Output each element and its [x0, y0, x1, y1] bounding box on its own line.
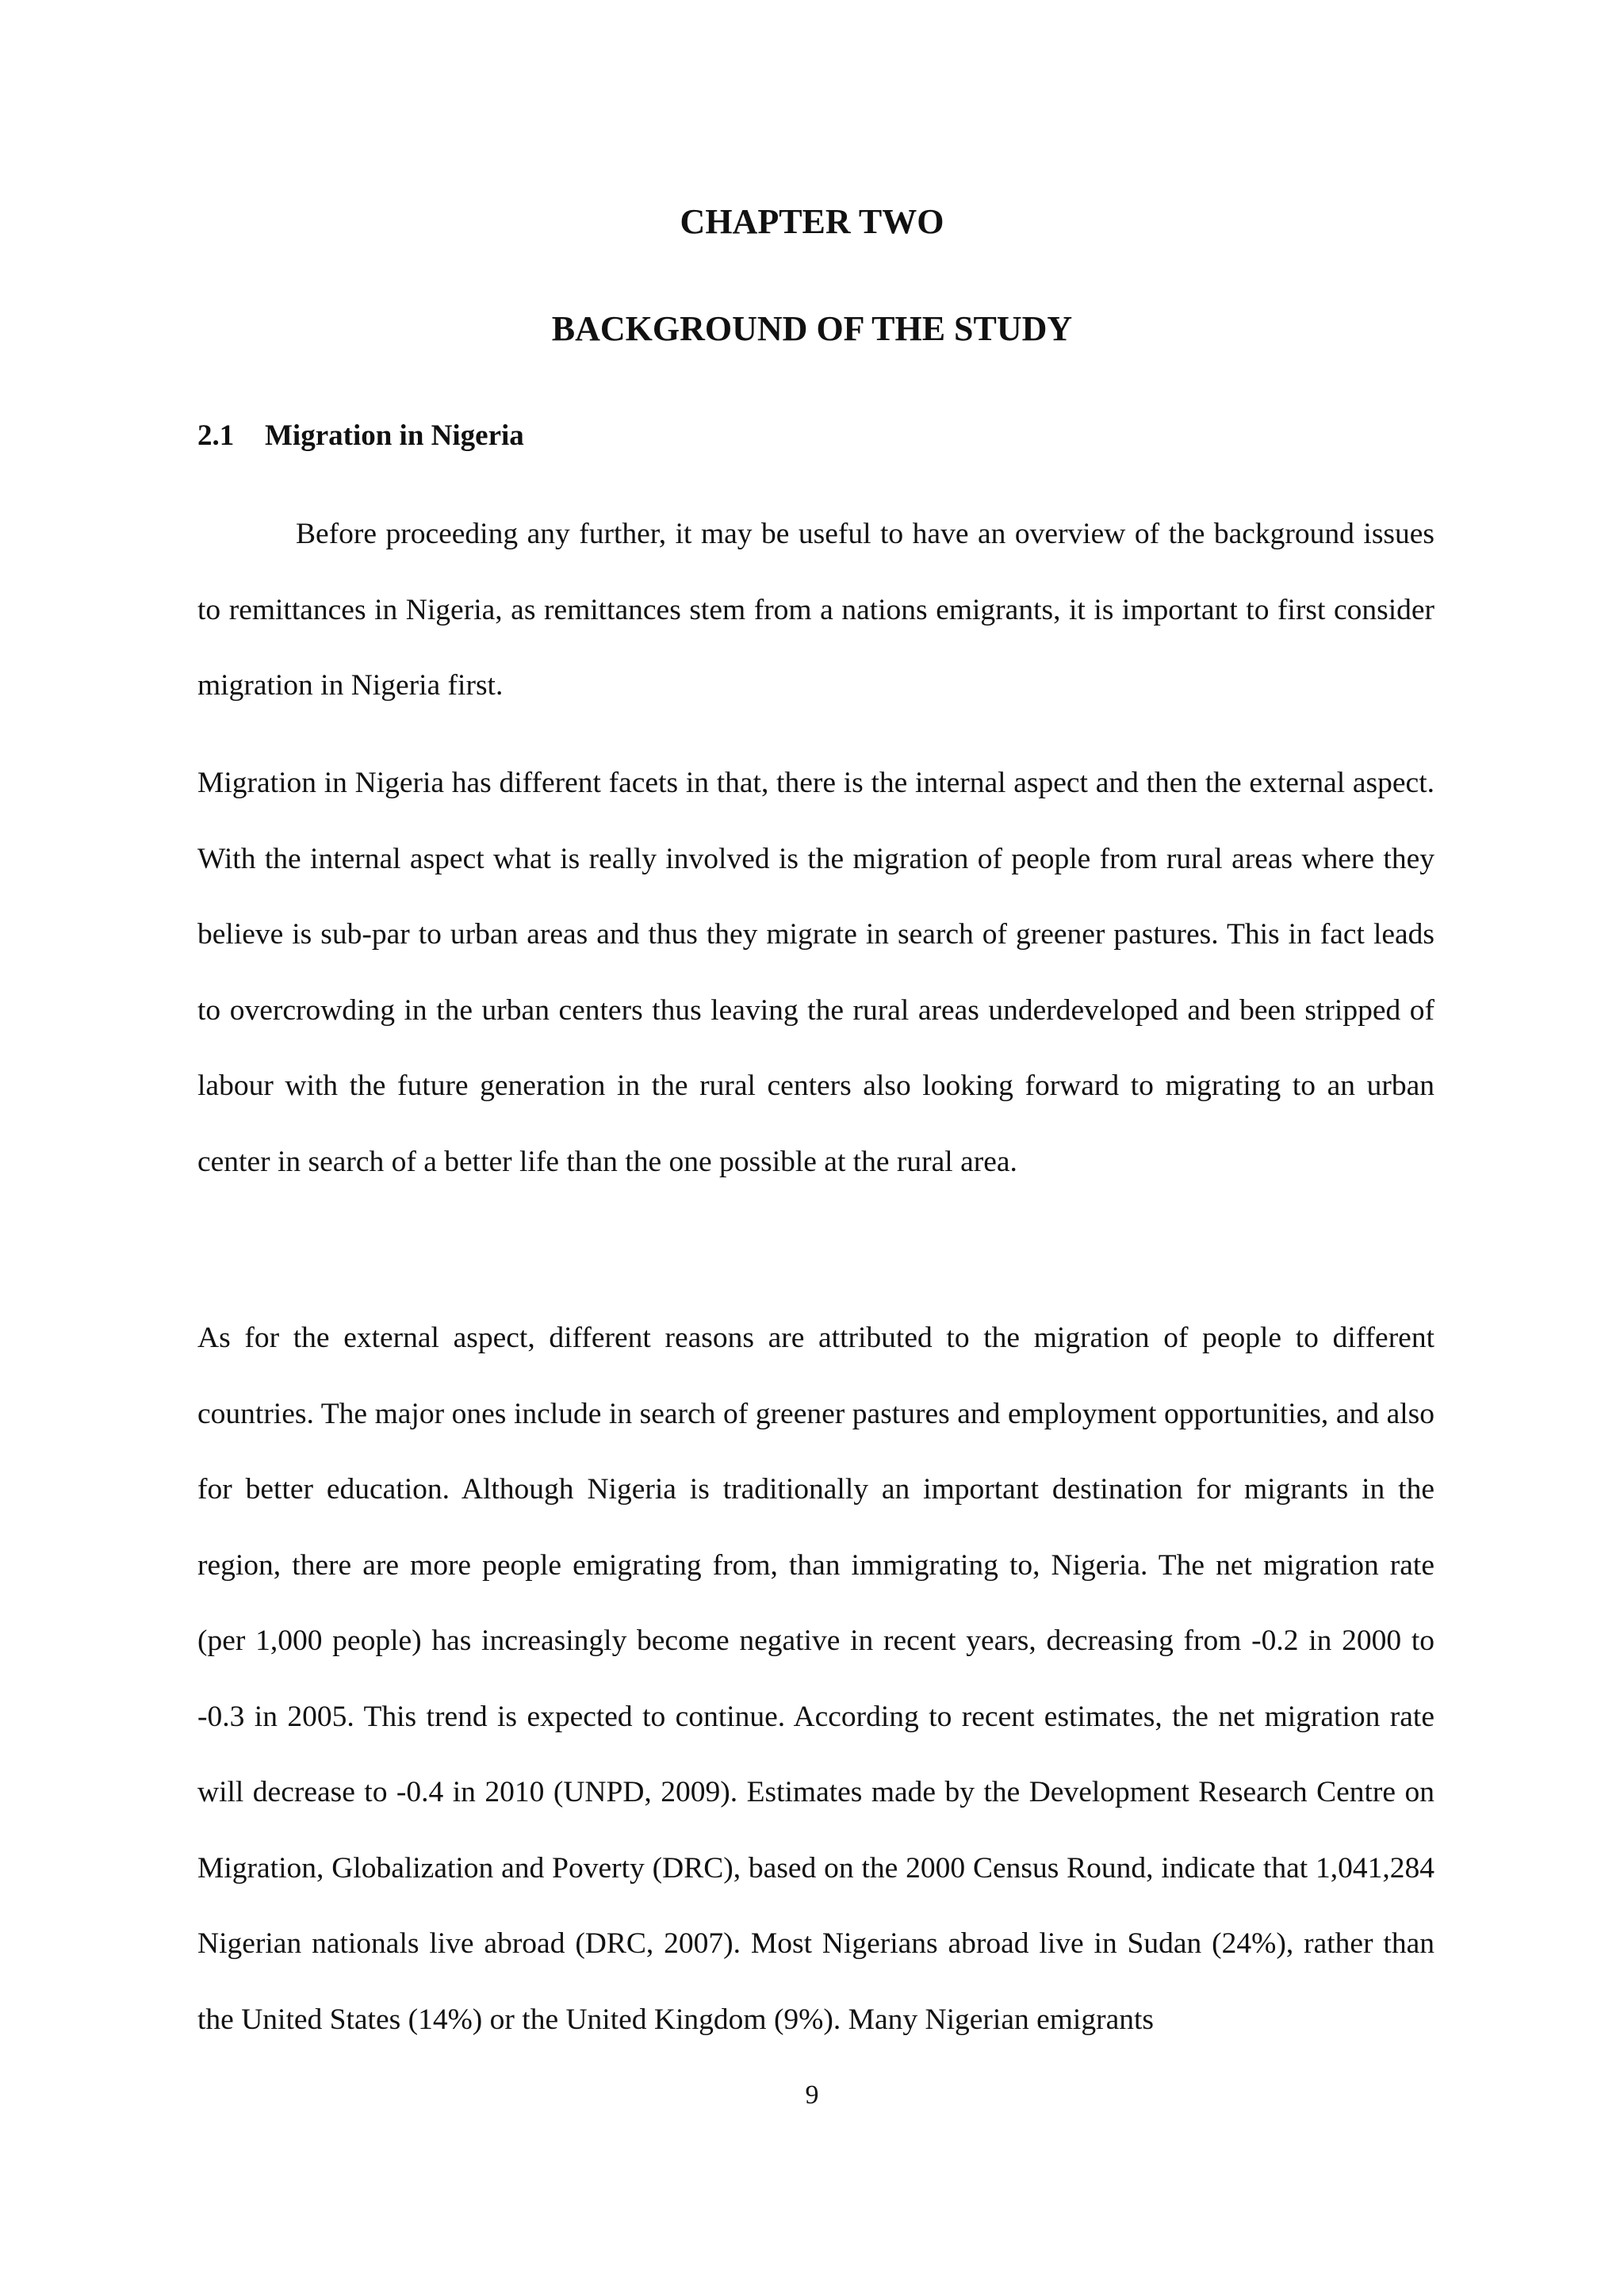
- section-title: Migration in Nigeria: [265, 419, 524, 452]
- chapter-title: CHAPTER TWO: [680, 202, 944, 241]
- paragraph-internal-migration: Migration in Nigeria has different facets in that, there is the internal aspect and then the external aspect. With the internal aspect what is really involved is the migration of people from rural areas where they believe is sub-par to urban areas and thus they migrate in search of greener pastures. This in fact leads to overcrowding in the urban centers thus leaving the rural areas underdeveloped and been stripped of labour with the future generation in the rural centers also looking forward to migrating to an urban center in search of a better life than the one possible at the rural area.: [197, 767, 1434, 1178]
- paragraph-external-migration: As for the external aspect, different reasons are attributed to the migration of people to different countries. The major ones include in search of greener pastures and employment opportunities, and also for better education. Although Nigeria is traditionally an important destination for migrants in the region, there are more people emigrating from, than immigrating to, Nigeria. The net migration rate (per 1,000 people) has increasingly become negative in recent years, decreasing from -0.2 in 2000 to -0.3 in 2005. This trend is expected to continue. According to recent estimates, the net migration rate will decrease to -0.4 in 2010 (UNPD, 2009). Estimates made by the Development Research Centre on Migration, Globalization and Poverty (DRC), based on the 2000 Census Round, indicate that 1,041,284 Nigerian nationals live abroad (DRC, 2007). Most Nigerians abroad live in Sudan (24%), rather than the United States (14%) or the United Kingdom (9%). Many Nigerian emigrants: [197, 1322, 1434, 2036]
- paragraph-intro: Before proceeding any further, it may be useful to have an overview of the background issues to remittances in Nigeria, as remittances stem from a nations emigrants, it is important to first consider migration in Nigeria first.: [197, 518, 1434, 702]
- chapter-subtitle: BACKGROUND OF THE STUDY: [551, 309, 1073, 348]
- page-number: 9: [805, 2080, 819, 2110]
- section-heading: [197, 408, 524, 464]
- section-number: 2.1: [197, 419, 235, 452]
